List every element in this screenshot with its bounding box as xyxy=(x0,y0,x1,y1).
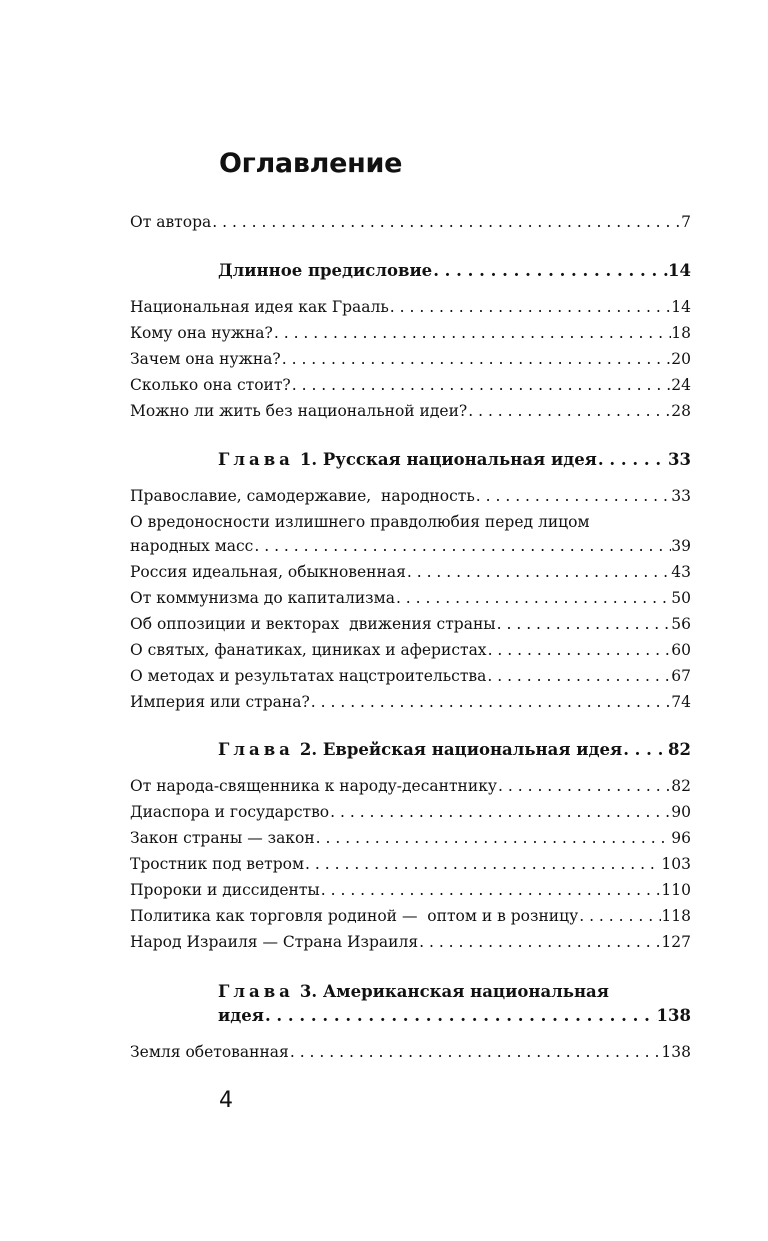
toc-chapter-1 xyxy=(218,448,691,472)
dot-leader xyxy=(597,448,668,472)
chapter-title-text: 3. Американская национальная xyxy=(299,982,609,1001)
dot-leader xyxy=(432,259,668,283)
toc-page-number: 43 xyxy=(671,563,691,581)
dot-leader xyxy=(264,1004,657,1028)
toc-entry-label: Империя или страна? xyxy=(130,693,310,711)
toc-entry xyxy=(130,295,691,319)
dot-leader xyxy=(320,878,662,902)
dot-leader xyxy=(211,210,681,234)
toc-page-number: 20 xyxy=(671,350,691,368)
dot-leader xyxy=(475,484,671,508)
dot-leader xyxy=(329,800,671,824)
section-title: Длинное предисловие xyxy=(218,261,433,280)
dot-leader xyxy=(487,638,672,662)
dot-leader xyxy=(496,612,672,636)
chapter-title-text: идея xyxy=(218,1006,264,1025)
toc-page-number: 103 xyxy=(661,855,691,873)
toc-entry-author xyxy=(130,210,691,234)
toc-entry-label: От автора xyxy=(130,213,212,231)
chapter-word: Глава xyxy=(218,450,294,469)
toc-entry xyxy=(130,852,691,876)
toc-entry-label: Национальная идея как Грааль xyxy=(130,298,389,316)
toc-page-number: 39 xyxy=(671,537,691,555)
toc-chapter-3 xyxy=(218,1004,691,1028)
toc-entry-label-line1: О вредоносности излишнего правдолюбия перед лицом xyxy=(130,513,590,531)
toc-page-number: 33 xyxy=(668,450,691,469)
toc-entry xyxy=(130,690,691,714)
toc-page-number: 90 xyxy=(671,803,691,821)
dot-leader xyxy=(497,774,671,798)
toc-page-number: 82 xyxy=(671,777,691,795)
toc-entry xyxy=(130,373,691,397)
dot-leader xyxy=(578,904,661,928)
dot-leader xyxy=(253,534,671,558)
toc-page-number: 14 xyxy=(668,261,691,280)
toc-page-number: 74 xyxy=(671,693,691,711)
toc-page-number: 82 xyxy=(668,740,691,759)
toc-entry xyxy=(130,878,691,902)
toc-entry xyxy=(130,586,691,610)
toc-page-number: 110 xyxy=(661,881,691,899)
chapter-word: Глава xyxy=(218,740,294,759)
toc-chapter-2 xyxy=(218,738,691,762)
toc-entry xyxy=(130,560,691,584)
chapter-title-text: 1. Русская национальная идея xyxy=(299,450,597,469)
toc-page-number: 33 xyxy=(671,487,691,505)
dot-leader xyxy=(273,321,671,345)
toc-page-number: 18 xyxy=(671,324,691,342)
toc-entry-label: Православие, самодержавие, народность xyxy=(130,487,475,505)
toc-entry xyxy=(130,534,691,558)
toc-page-number: 28 xyxy=(671,402,691,420)
toc-entry xyxy=(130,826,691,850)
toc-entry-label: От народа-священника к народу-десантнику xyxy=(130,777,498,795)
toc-entry xyxy=(130,638,691,662)
toc-entry xyxy=(130,774,691,798)
dot-leader xyxy=(486,664,671,688)
toc-page-number: 127 xyxy=(661,933,691,951)
dot-leader xyxy=(467,399,671,423)
toc-entry-label: Закон страны — закон xyxy=(130,829,315,847)
dot-leader xyxy=(389,295,671,319)
toc-page-number: 7 xyxy=(681,213,691,231)
toc-page-number: 138 xyxy=(656,1006,691,1025)
toc-page-number: 24 xyxy=(671,376,691,394)
toc-section-preface xyxy=(218,259,691,283)
dot-leader xyxy=(291,373,672,397)
toc-entry-label: Политика как торговля родиной — оптом и в розницу xyxy=(130,907,579,925)
toc-page-number: 56 xyxy=(671,615,691,633)
toc-entry-label: От коммунизма до капитализма xyxy=(130,589,395,607)
toc-entry-label: Об оппозиции и векторах движения страны xyxy=(130,615,496,633)
toc-entry xyxy=(130,612,691,636)
toc-entry xyxy=(130,664,691,688)
toc-entry-label: О методах и результатах нацстроительства xyxy=(130,667,487,685)
dot-leader xyxy=(304,852,661,876)
dot-leader xyxy=(281,347,672,371)
page-title: Оглавление xyxy=(219,148,403,179)
toc-entry xyxy=(130,321,691,345)
toc-entry-label: Диаспора и государство xyxy=(130,803,330,821)
toc-entry-label: Зачем она нужна? xyxy=(130,350,281,368)
toc-entry-label: Пророки и диссиденты xyxy=(130,881,320,899)
toc-entry xyxy=(130,347,691,371)
dot-leader xyxy=(315,826,672,850)
toc-entry-label: Сколько она стоит? xyxy=(130,376,291,394)
toc-page-number: 50 xyxy=(671,589,691,607)
dot-leader xyxy=(418,930,661,954)
chapter-title xyxy=(218,448,597,472)
toc-entry xyxy=(130,399,691,423)
toc-entry xyxy=(130,800,691,824)
toc-page-number: 67 xyxy=(671,667,691,685)
toc-page-number: 14 xyxy=(671,298,691,316)
toc-entry-label: Народ Израиля — Страна Израиля xyxy=(130,933,419,951)
dot-leader xyxy=(406,560,671,584)
toc-chapter-3-line1 xyxy=(218,980,691,1004)
page-folio-number: 4 xyxy=(219,1088,233,1113)
toc-entry-label: Россия идеальная, обыкновенная xyxy=(130,563,406,581)
toc-page-number: 138 xyxy=(661,1043,691,1061)
chapter-title xyxy=(218,738,622,762)
toc-entry-label: Можно ли жить без национальной идеи? xyxy=(130,402,468,420)
toc-entry-label: Кому она нужна? xyxy=(130,324,273,342)
toc-entry-label: Тростник под ветром xyxy=(130,855,305,873)
toc-entry xyxy=(130,1040,691,1064)
dot-leader xyxy=(395,586,671,610)
toc-entry-label: народных масс xyxy=(130,537,254,555)
toc-page-number: 118 xyxy=(661,907,691,925)
toc-entry xyxy=(130,484,691,508)
toc-entry xyxy=(130,904,691,928)
toc-entry xyxy=(130,930,691,954)
dot-leader xyxy=(622,738,668,762)
chapter-word: Глава xyxy=(218,982,294,1001)
toc-page-number: 60 xyxy=(671,641,691,659)
dot-leader xyxy=(289,1040,662,1064)
toc-entry-label: Земля обетованная xyxy=(130,1043,289,1061)
dot-leader xyxy=(310,690,671,714)
toc-page-number: 96 xyxy=(671,829,691,847)
chapter-title-text: 2. Еврейская национальная идея xyxy=(299,740,623,759)
toc-entry-label: О святых, фанатиках, циниках и аферистах xyxy=(130,641,487,659)
